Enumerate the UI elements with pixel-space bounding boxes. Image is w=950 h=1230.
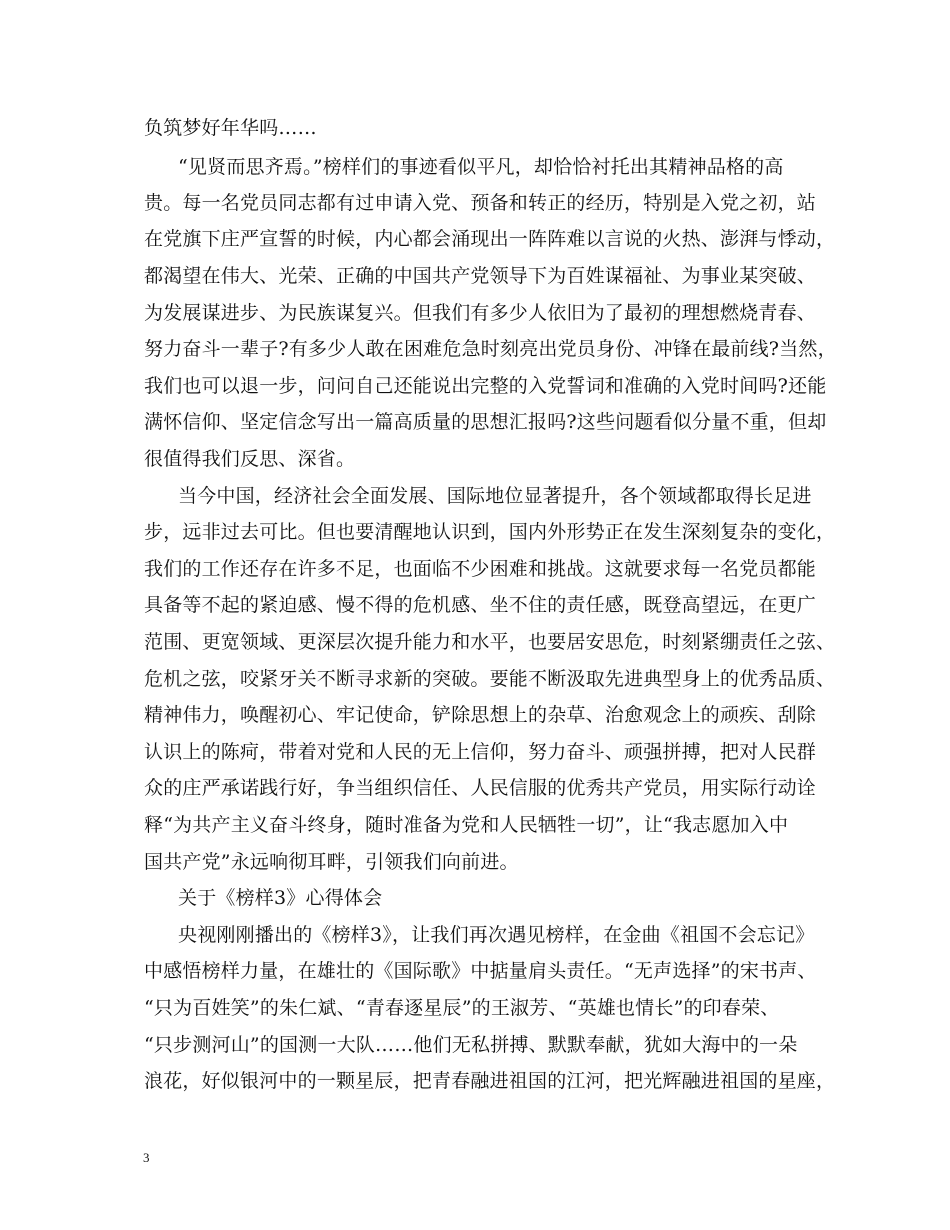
text-line: 认识上的陈疴，带着对党和人民的无上信仰，努力奋斗、顽强拼搏，把对人民群 [144, 741, 817, 763]
text-line: “只步测河山”的国测一大队……他们无私拼搏、默默奉献，犹如大海中的一朵 [144, 1034, 798, 1056]
text-line: 精神伟力，唤醒初心、牢记使命，铲除思想上的杂草、治愈观念上的顽疾、刮除 [144, 704, 817, 726]
paragraph-start-line: 当今中国，经济社会全面发展、国际地位显著提升，各个领域都取得长足进 [178, 485, 812, 507]
text-line: 释“为共产主义奋斗终身，随时准备为党和人民牺牲一切”，让“我志愿加入中 [144, 814, 789, 836]
text-line: 中感悟榜样力量，在雄壮的《国际歌》中掂量肩头责任。“无声选择”的宋书声、 [144, 960, 817, 982]
paragraph-start-line: “见贤而思齐焉。”榜样们的事迹看似平凡，却恰恰衬托出其精神品格的高 [178, 156, 784, 178]
text-line: 为发展谋进步、为民族谋复兴。但我们有多少人依旧为了最初的理想燃烧青春、 [144, 302, 817, 324]
text-line: 范围、更宽领域、更深层次提升能力和水平，也要居安思危，时刻紧绷责任之弦、 [144, 631, 836, 653]
text-line: 步，远非过去可比。但也要清醒地认识到，国内外形势正在发生深刻复杂的变化， [144, 521, 836, 543]
text-line: 在党旗下庄严宣誓的时候，内心都会涌现出一阵阵难以言说的火热、澎湃与悸动， [144, 228, 836, 250]
text-line: 努力奋斗一辈子?有多少人敢在困难危急时刻亮出党员身份、冲锋在最前线?当然， [144, 338, 837, 360]
text-line: 负筑梦好年华吗…… [144, 117, 317, 139]
paragraph-start-line: 央视刚刚播出的《榜样3》，让我们再次遇见榜样，在金曲《祖国不会忘记》 [178, 924, 815, 946]
text-line: 贵。每一名党员同志都有过申请入党、预备和转正的经历，特别是入党之初，站 [144, 192, 817, 214]
text-line: 都渴望在伟大、光荣、正确的中国共产党领导下为百姓谋福祉、为事业某突破、 [144, 265, 817, 287]
text-line: “只为百姓笑”的朱仁斌、“青春逐星辰”的王淑芳、“英雄也情长”的印春荣、 [144, 997, 780, 1019]
text-line: 很值得我们反思、深省。 [144, 448, 356, 470]
text-line: 众的庄严承诺践行好，争当组织信任、人民信服的优秀共产党员，用实际行动诠 [144, 777, 817, 799]
text-line: 危机之弦，咬紧牙关不断寻求新的突破。要能不断汲取先进典型身上的优秀品质、 [144, 668, 836, 690]
text-line: 国共产党”永远响彻耳畔，引领我们向前进。 [144, 851, 519, 873]
text-line: 满怀信仰、坚定信念写出一篇高质量的思想汇报吗?这些问题看似分量不重，但却 [144, 411, 827, 433]
page-number: 3 [143, 1150, 150, 1165]
text-line: 具备等不起的紧迫感、慢不得的危机感、坐不住的责任感，既登高望远，在更广 [144, 594, 817, 616]
text-line: 浪花，好似银河中的一颗星辰，把青春融进祖国的江河，把光辉融进祖国的星座， [144, 1070, 836, 1092]
text-line: 我们的工作还存在许多不足，也面临不少困难和挑战。这就要求每一名党员都能 [144, 558, 817, 580]
section-heading: 关于《榜样3》心得体会 [178, 887, 383, 909]
text-line: 我们也可以退一步，问问自己还能说出完整的入党誓词和准确的入党时间吗?还能 [144, 375, 827, 397]
